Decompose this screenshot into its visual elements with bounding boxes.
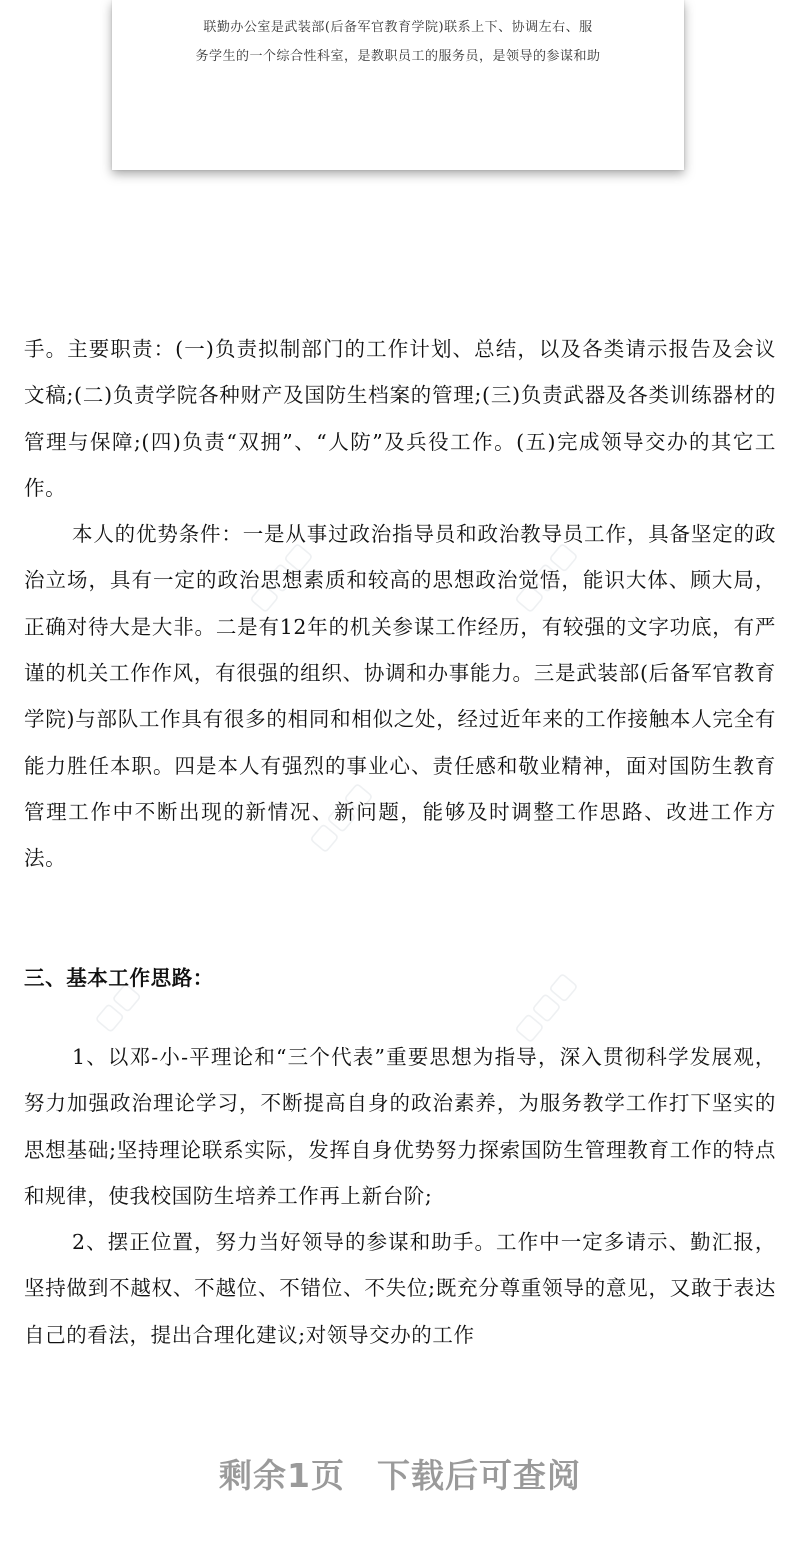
section-item: 1、以邓-小-平理论和“三个代表”重要思想为指导，深入贯彻科学发展观，努力加强政治理论学习，不断提高自身的政治素养，为服务教学工作打下坚实的思想基础;坚持理论联系实际，发挥自身优势努力探索国防生管理教育工作的特点和规律，使我校国防生培养工作再上新台阶; [24, 1045, 776, 1208]
section-item: 2、摆正位置，努力当好领导的参谋和助手。工作中一定多请示、勤汇报，坚持做到不越权、不越位、不错位、不失位;既充分尊重领导的意见，又敢于表达自己的看法，提出合理化建议;对领导交办的工作 [24, 1230, 776, 1347]
section-body [24, 1034, 776, 1358]
download-prompt[interactable] [0, 1450, 800, 1497]
remaining-pages-label: 剩余1页 [219, 1456, 345, 1495]
document-body [24, 326, 776, 882]
download-to-view-label[interactable]: 下载后可查阅 [376, 1456, 581, 1495]
body-paragraph: 手。主要职责：(一)负责拟制部门的工作计划、总结，以及各类请示报告及会议文稿;(二)负责学院各种财产及国防生档案的管理;(三)负责武器及各类训练器材的管理与保障;(四)负责“双拥”、“人防”及兵役工作。(五)完成领导交办的其它工作。 [24, 337, 776, 500]
preview-text-line: 联勤办公室是武装部(后备军官教育学院)联系上下、协调左右、服 [203, 20, 593, 35]
body-paragraph: 本人的优势条件：一是从事过政治指导员和政治教导员工作，具备坚定的政治立场，具有一定的政治思想素质和较高的思想政治觉悟，能识大体、顾大局，正确对待大是大非。二是有12年的机关参谋工作经历，有较强的文字功底，有严谨的机关工作作风，有很强的组织、协调和办事能力。三是武装部(后备军官教育学院)与部队工作具有很多的相同和相似之处，经过近年来的工作接触本人完全有能力胜任本职。四是本人有强烈的事业心、责任感和敬业精神，面对国防生教育管理工作中不断出现的新情况、新问题，能够及时调整工作思路、改进工作方法。 [24, 522, 776, 871]
section-heading: 三、基本工作思路： [24, 966, 214, 990]
document-preview-card [112, 0, 684, 170]
preview-text-line: 务学生的一个综合性科室，是教职员工的服务员，是领导的参谋和助 [195, 49, 601, 64]
watermark-icon: ▢▢▢ [506, 535, 583, 618]
watermark-icon: ▢▢ [86, 975, 147, 1038]
watermark-icon: ▢▢▢ [506, 965, 583, 1048]
watermark-icon: ▢▢▢ [241, 535, 318, 618]
watermark-icon: ▢▢▢ [301, 775, 378, 858]
